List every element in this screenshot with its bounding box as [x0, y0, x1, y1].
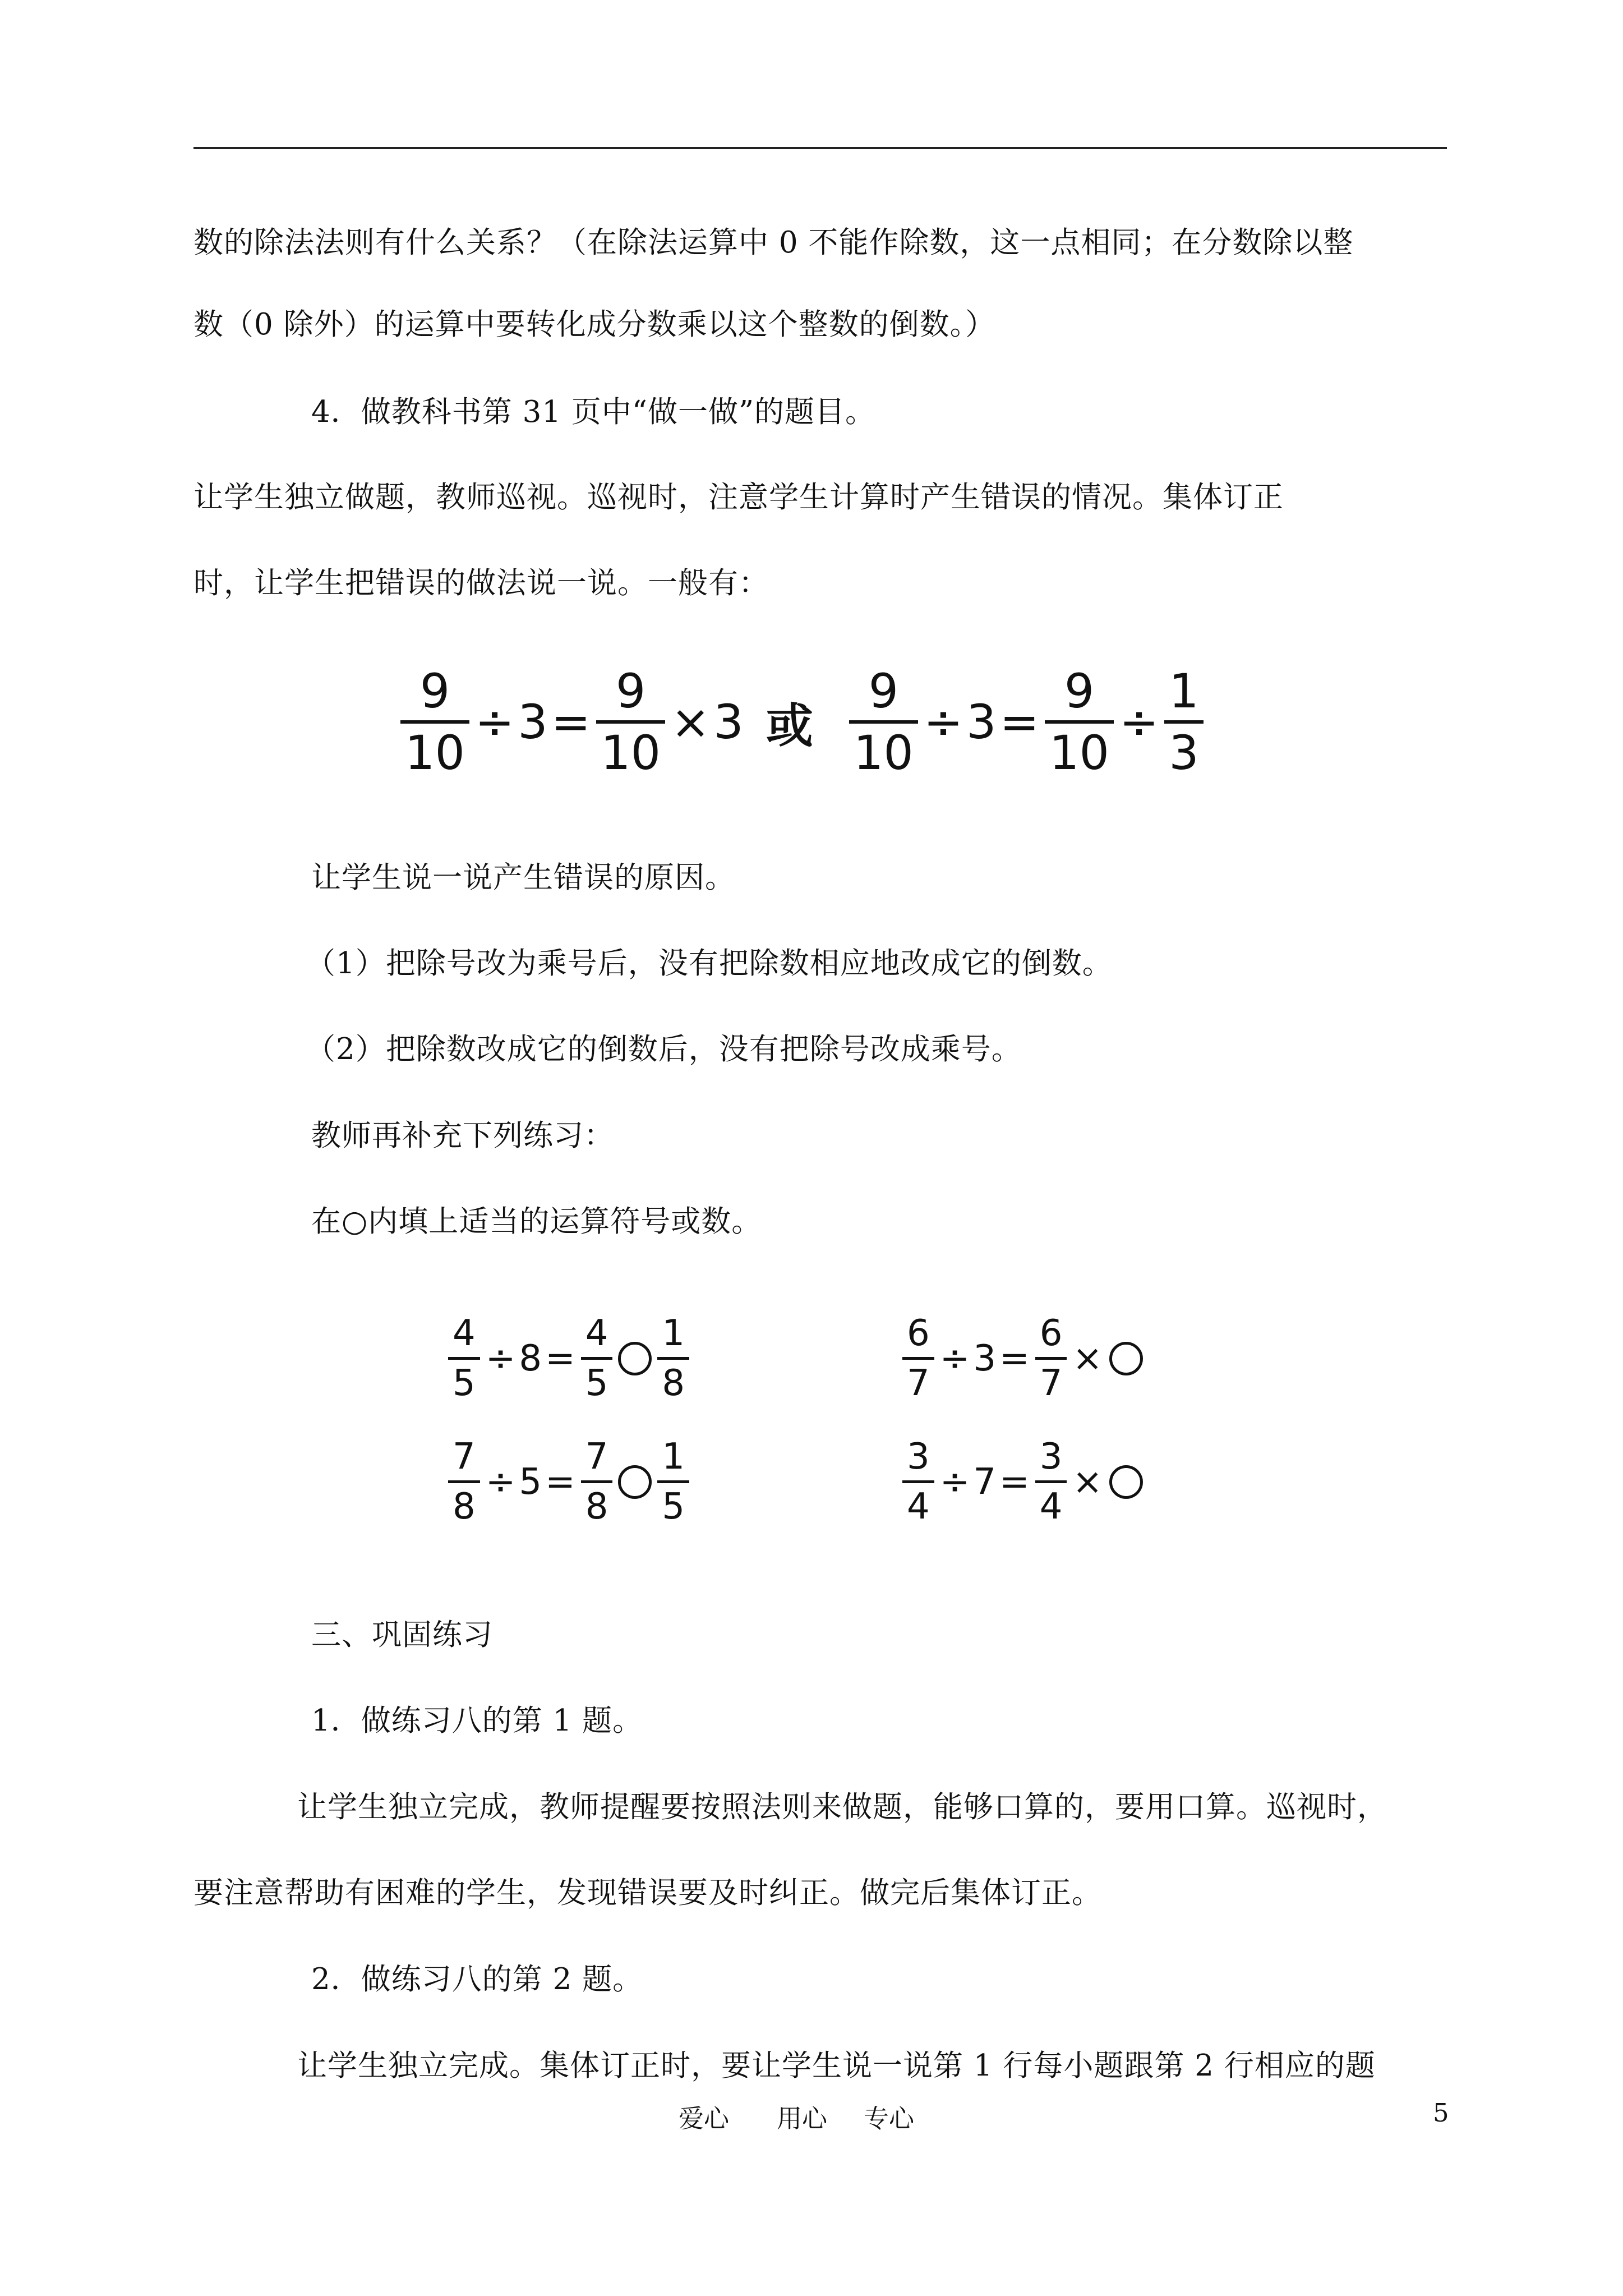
divide-sign: ÷ — [1119, 694, 1159, 749]
equals-sign: = — [545, 1461, 575, 1503]
denominator: 5 — [581, 1357, 613, 1401]
equals-sign: = — [999, 694, 1039, 749]
integer: 3 — [966, 694, 997, 749]
body-line: 让学生独立做题，教师巡视。巡视时，注意学生计算时产生错误的情况。集体订正 — [193, 480, 1284, 514]
integer: 8 — [519, 1337, 542, 1379]
integer: 5 — [519, 1461, 542, 1503]
fraction — [902, 1436, 934, 1527]
header-rule — [193, 147, 1447, 149]
body-line: 数（0 除外）的运算中要转化成分数乘以这个整数的倒数。） — [193, 307, 996, 342]
divide-sign: ÷ — [923, 694, 963, 749]
numerator: 1 — [662, 1313, 685, 1354]
numerator: 6 — [1039, 1313, 1063, 1354]
fraction — [849, 664, 918, 780]
page-number: 5 — [1433, 2098, 1449, 2128]
body-line: 2．做练习八的第 2 题。 — [311, 1962, 643, 1996]
fraction — [657, 1436, 689, 1527]
footer-motto-1: 爱心 — [679, 2104, 730, 2133]
numerator: 1 — [662, 1436, 685, 1478]
exercise-equation — [900, 1313, 1146, 1404]
numerator: 4 — [585, 1313, 608, 1354]
integer: 3 — [973, 1337, 997, 1379]
body-line: 让学生独立完成，教师提醒要按照法则来做题，能够口算的，要用口算。巡视时， — [297, 1790, 1387, 1824]
blank-circle-icon — [1109, 1342, 1143, 1375]
denominator: 10 — [1045, 720, 1114, 776]
divide-sign: ÷ — [939, 1337, 970, 1379]
blank-circle-icon — [1109, 1465, 1143, 1499]
fraction — [448, 1313, 480, 1404]
body-line: 让学生独立完成。集体订正时，要让学生说一说第 1 行每小题跟第 2 行相应的题 — [297, 2049, 1376, 2083]
integer: 7 — [973, 1461, 997, 1503]
numerator: 1 — [1169, 664, 1199, 719]
denominator: 4 — [902, 1480, 934, 1525]
body-line: 4．做教科书第 31 页中“做一做”的题目。 — [311, 395, 876, 429]
denominator: 7 — [1035, 1357, 1067, 1401]
body-line: 教师再补充下列练习： — [311, 1119, 614, 1153]
fraction — [657, 1313, 689, 1404]
fraction — [1035, 1436, 1067, 1527]
equals-sign: = — [999, 1461, 1030, 1503]
numerator: 7 — [585, 1436, 608, 1478]
numerator: 4 — [453, 1313, 476, 1354]
numerator: 7 — [453, 1436, 476, 1478]
denominator: 4 — [1035, 1480, 1067, 1525]
denominator: 8 — [448, 1480, 480, 1525]
body-line: 时，让学生把错误的做法说一说。一般有： — [193, 566, 769, 600]
divide-sign: ÷ — [474, 694, 515, 749]
error-example-equation — [398, 664, 1206, 780]
denominator: 7 — [902, 1357, 934, 1401]
footer-motto-2: 用心 — [777, 2104, 828, 2133]
section-heading: 三、巩固练习 — [311, 1618, 493, 1652]
denominator: 10 — [400, 720, 469, 776]
times-sign: × — [1072, 1337, 1103, 1379]
numerator: 9 — [419, 664, 450, 719]
numerator: 3 — [1039, 1436, 1063, 1478]
denominator: 8 — [581, 1480, 613, 1525]
body-line: 数的除法法则有什么关系？（在除法运算中 0 不能作除数，这一点相同；在分数除以整 — [193, 226, 1354, 260]
denominator: 10 — [596, 720, 665, 776]
equals-sign: = — [551, 694, 591, 749]
denominator: 3 — [1164, 720, 1203, 776]
denominator: 10 — [849, 720, 918, 776]
fraction — [1045, 664, 1114, 780]
exercise-equation — [900, 1436, 1146, 1527]
footer-motto-3: 专心 — [864, 2104, 915, 2133]
body-line: 1．做练习八的第 1 题。 — [311, 1704, 643, 1738]
fraction — [902, 1313, 934, 1404]
fraction — [1035, 1313, 1067, 1404]
body-line: （2）把除数改成它的倒数后，没有把除号改成乘号。 — [306, 1032, 1022, 1066]
denominator: 5 — [657, 1480, 689, 1525]
fraction — [596, 664, 665, 780]
exercise-equation — [446, 1313, 691, 1404]
numerator: 6 — [907, 1313, 930, 1354]
numerator: 3 — [907, 1436, 930, 1478]
denominator: 8 — [657, 1357, 689, 1401]
divide-sign: ÷ — [485, 1337, 516, 1379]
blank-circle-icon — [618, 1342, 652, 1375]
numerator: 9 — [1064, 664, 1095, 719]
equals-sign: = — [545, 1337, 575, 1379]
body-line: 要注意帮助有困难的学生，发现错误要及时纠正。做完后集体订正。 — [193, 1876, 1102, 1910]
body-line: 在○内填上适当的运算符号或数。 — [311, 1204, 762, 1239]
divide-sign: ÷ — [939, 1461, 970, 1503]
body-line: （1）把除号改为乘号后，没有把除数相应地改成它的倒数。 — [306, 946, 1113, 981]
blank-circle-icon — [618, 1465, 652, 1499]
integer: 3 — [518, 694, 548, 749]
denominator: 5 — [448, 1357, 480, 1401]
numerator: 9 — [615, 664, 646, 719]
numerator: 9 — [868, 664, 899, 719]
divide-sign: ÷ — [485, 1461, 516, 1503]
fraction — [581, 1313, 613, 1404]
integer: 3 — [713, 694, 744, 749]
fraction — [400, 664, 469, 780]
or-connector: 或 — [766, 697, 813, 753]
body-line: 让学生说一说产生错误的原因。 — [311, 861, 735, 895]
fraction — [581, 1436, 613, 1527]
exercise-equation — [446, 1436, 691, 1527]
times-sign: × — [671, 694, 711, 749]
fraction — [1164, 664, 1203, 780]
times-sign: × — [1072, 1461, 1103, 1503]
equals-sign: = — [999, 1337, 1030, 1379]
fraction — [448, 1436, 480, 1527]
